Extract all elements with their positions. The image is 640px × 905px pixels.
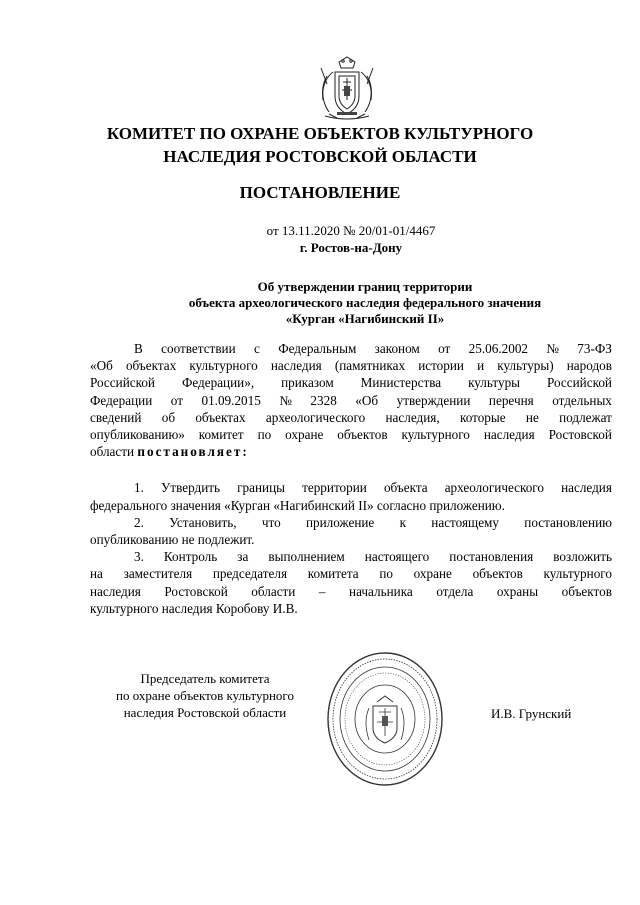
word: Российской <box>90 375 155 391</box>
word: наследия, <box>385 409 440 425</box>
word: наследия <box>270 358 322 374</box>
word: постановления <box>449 549 534 565</box>
word: которые <box>459 409 506 425</box>
subject-line: Об утверждении границ территории <box>257 279 473 294</box>
word: от <box>170 392 183 408</box>
word: № <box>279 392 292 408</box>
text-line <box>90 426 612 443</box>
word: 01.09.2015 <box>201 392 261 408</box>
word: – <box>318 583 326 599</box>
word: председателя <box>212 566 288 582</box>
word: комитет <box>198 427 244 443</box>
word: наследия <box>561 480 612 496</box>
word: по <box>257 427 272 443</box>
document-date-number: от 13.11.2020 № 20/01-01/4467 <box>266 223 436 238</box>
word: объектов <box>472 566 523 582</box>
word: начальника <box>349 583 413 599</box>
document-type: ПОСТАНОВЛЕНИЕ <box>239 183 401 202</box>
word: законом <box>374 341 420 356</box>
word: В <box>134 341 143 356</box>
word: 73-ФЗ <box>577 341 612 356</box>
signatory-title-line: Председатель комитета <box>140 671 270 686</box>
word: объектов <box>561 583 612 599</box>
text-line: федерального значения «Курган «Нагибинский II» согласно приложению. <box>90 497 505 513</box>
text-line <box>90 583 612 600</box>
word: культурного <box>189 358 258 374</box>
word: приказом <box>281 375 334 391</box>
word: культурного <box>401 427 470 443</box>
word: отдела <box>436 583 474 599</box>
word: с <box>254 341 260 356</box>
word: перечня <box>488 392 534 408</box>
word: к <box>399 514 406 530</box>
word: Утвердить <box>160 480 221 496</box>
word: наследия <box>90 583 141 599</box>
word: объекта <box>383 480 428 496</box>
text-line <box>90 514 612 531</box>
word: заместителя <box>123 566 193 582</box>
document-subject <box>90 279 640 327</box>
text-line <box>90 443 612 460</box>
subject-line: «Курган «Нагибинский II» <box>285 311 445 326</box>
word: (памятниках <box>334 358 406 374</box>
word: Российской <box>546 375 612 391</box>
text-fragment: области <box>90 444 135 460</box>
subject-line: объекта археологического наследия федерального значения <box>188 295 542 310</box>
word: отдельных <box>552 392 612 408</box>
word: утверждении <box>396 392 471 408</box>
word: Ростовской <box>548 427 612 443</box>
word: Контроль <box>163 549 218 565</box>
text-line <box>90 565 612 582</box>
text-line <box>90 374 612 391</box>
word: Министерства <box>360 375 442 391</box>
word: наследия <box>483 427 535 443</box>
organization-name-line: КОМИТЕТ ПО ОХРАНЕ ОБЪЕКТОВ КУЛЬТУРНОГО <box>106 124 534 143</box>
word: настоящему <box>431 514 499 530</box>
word: Установить, <box>169 514 237 530</box>
word: Федерации <box>90 392 153 408</box>
word: 1. <box>134 480 144 496</box>
word: объектов <box>337 427 388 443</box>
word: народов <box>566 358 612 374</box>
word: на <box>90 566 103 582</box>
signatory-title <box>75 670 335 721</box>
rostov-oblast-coat-of-arms-icon <box>317 56 377 122</box>
word: настоящего <box>364 549 430 565</box>
word: опубликованию» <box>90 427 185 443</box>
text-line <box>90 409 612 426</box>
word: и <box>477 358 485 374</box>
word: культурного <box>543 566 612 582</box>
word: Федеральным <box>278 341 357 356</box>
word: археологического <box>265 409 366 425</box>
word: по <box>379 566 393 582</box>
word: от <box>438 341 451 356</box>
signatory-title-line: наследия Ростовской области <box>123 705 287 720</box>
word: об <box>161 409 176 425</box>
word: культуры <box>468 375 521 391</box>
organization-name-line: НАСЛЕДИЯ РОСТОВСКОЙ ОБЛАСТИ <box>163 147 477 166</box>
item-2-paragraph <box>90 514 612 548</box>
word: объектах <box>125 358 177 374</box>
text-line <box>90 357 612 374</box>
word: выполнением <box>268 549 345 565</box>
word: охраны <box>496 583 539 599</box>
word: территории <box>302 480 367 496</box>
word: соответствии <box>161 341 236 356</box>
word: что <box>261 514 281 530</box>
signatory-title-line: по охране объектов культурного <box>116 688 294 703</box>
text-line: культурного наследия Коробову И.В. <box>90 600 298 616</box>
word: № <box>546 341 559 356</box>
word: сведений <box>90 409 142 425</box>
item-3-paragraph <box>90 548 612 617</box>
item-1-paragraph <box>90 479 612 513</box>
word: истории <box>418 358 464 374</box>
word: постановлению <box>524 514 612 530</box>
signatory-name: И.В. Грунский <box>491 706 572 721</box>
word: 2. <box>134 514 144 530</box>
word: «Об <box>90 358 113 374</box>
word: не <box>525 409 539 425</box>
text-line <box>90 479 612 496</box>
word: области <box>251 583 296 599</box>
text-line <box>90 340 612 357</box>
word: археологического <box>444 480 544 496</box>
text-line <box>90 548 612 565</box>
document-city: г. Ростов-на-Дону <box>299 240 403 255</box>
preamble-paragraph <box>90 340 612 460</box>
word: возложить <box>553 549 612 565</box>
organization-name <box>0 122 640 168</box>
document-body <box>90 340 612 617</box>
word: охране <box>285 427 324 443</box>
decree-word: постановляет: <box>137 444 249 460</box>
word: культуры) <box>497 358 554 374</box>
word: подлежат <box>559 409 612 425</box>
word: за <box>237 549 249 565</box>
word: комитета <box>307 566 359 582</box>
official-round-seal-icon <box>325 650 445 788</box>
word: 2328 <box>310 392 337 408</box>
word: приложение <box>305 514 375 530</box>
word: 3. <box>134 549 144 565</box>
word: Федерации», <box>181 375 255 391</box>
word: границы <box>237 480 286 496</box>
word: Ростовской <box>164 583 228 599</box>
word: «Об <box>355 392 379 408</box>
word: 25.06.2002 <box>468 341 528 356</box>
text-line <box>90 392 612 409</box>
text-line: опубликованию не подлежит. <box>90 532 255 548</box>
word: охране <box>413 566 452 582</box>
word: объектах <box>195 409 246 425</box>
